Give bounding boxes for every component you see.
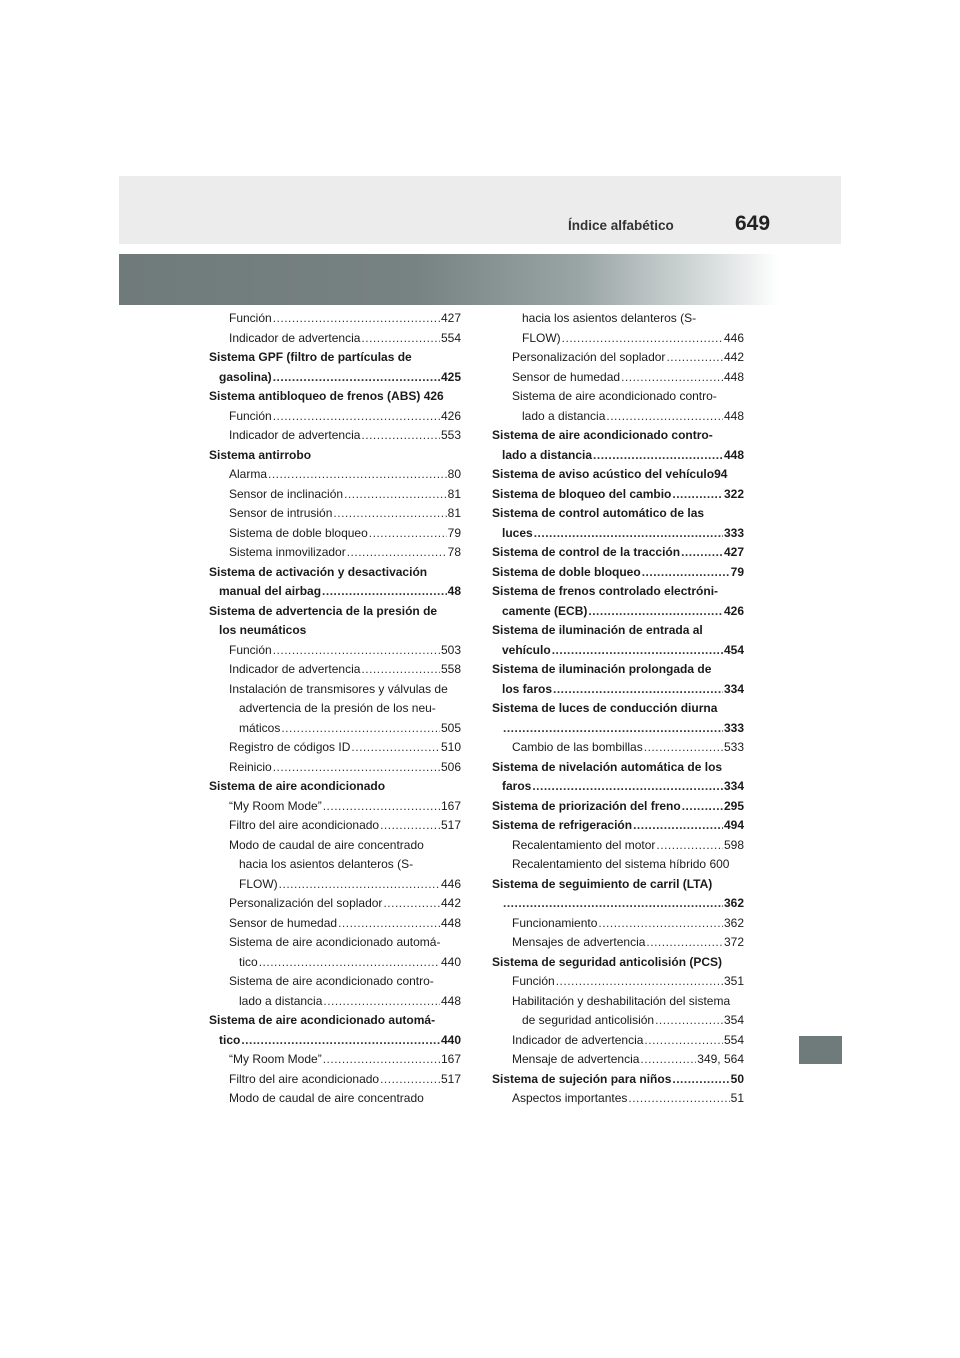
index-entry [492, 524, 744, 544]
entry-page: 510 [440, 740, 461, 754]
index-entry [492, 777, 744, 797]
dot-leader [268, 465, 447, 485]
entry-page: 167 [440, 798, 461, 813]
entry-page: 81 [447, 506, 461, 520]
dot-leader [338, 914, 440, 934]
dot-leader [646, 933, 723, 953]
index-column-right [492, 309, 744, 1109]
entry-page: 448 [723, 447, 744, 462]
index-entry [492, 641, 744, 661]
entry-page: 505 [440, 720, 461, 735]
entry-page: 517 [440, 1071, 461, 1086]
dot-leader [344, 485, 447, 505]
dot-leader [682, 797, 723, 817]
index-entry [492, 738, 744, 758]
index-entry: Modo de caudal de aire concentrado [229, 837, 424, 852]
entry-page: 506 [440, 759, 461, 774]
dot-leader [322, 582, 447, 602]
entry-page: 362 [723, 896, 744, 910]
index-entry: Modo de caudal de aire concentrado [229, 1091, 424, 1105]
entry-page: 454 [723, 642, 744, 657]
entry-term: Aspectos importantes [512, 1091, 628, 1105]
entry-page: 81 [447, 486, 461, 501]
index-entry: advertencia de la presión de los neu- [239, 701, 436, 715]
index-entry [209, 660, 461, 680]
index-entry [209, 309, 461, 329]
dot-leader [553, 680, 723, 700]
entry-term: faros [502, 779, 532, 793]
index-entry [209, 914, 461, 934]
index-entry [209, 875, 461, 895]
index-entry: Sistema de aire acondicionado [209, 779, 386, 793]
entry-term: Función [512, 974, 555, 988]
entry-term: Sensor de humedad [229, 915, 338, 930]
entry-page: 448 [440, 993, 461, 1008]
entry-term: Registro de códigos ID [229, 740, 351, 754]
dot-leader [361, 426, 440, 446]
entry-term: manual del airbag [219, 584, 322, 598]
entry-term: Sensor de intrusión [229, 506, 333, 520]
index-entry: Sistema antirrobo [209, 447, 312, 462]
index-entry [492, 894, 744, 914]
entry-term: Sistema de sujeción para niños [492, 1071, 672, 1086]
index-entry: Instalación de transmisores y válvulas de [229, 681, 448, 696]
entry-term: “My Room Mode” [229, 798, 322, 813]
dot-leader [380, 816, 440, 836]
entry-term: máticos [239, 720, 281, 735]
entry-term: Sistema de bloqueo del cambio [492, 486, 672, 501]
dot-leader [361, 329, 440, 349]
index-entry [492, 914, 744, 934]
entry-page: 446 [723, 330, 744, 345]
dot-leader [681, 543, 723, 563]
entry-term: Función [229, 311, 272, 325]
dot-leader [347, 543, 447, 563]
entry-page: 50 [730, 1071, 744, 1086]
index-entry [492, 563, 744, 583]
index-entry: Sistema de seguimiento de carril (LTA) [492, 876, 713, 891]
index-entry: Sistema de luces de conducción diurna [492, 701, 718, 715]
entry-page: 333 [723, 720, 744, 735]
entry-term: FLOW) [239, 876, 278, 891]
entry-page: 349, 564 [697, 1052, 744, 1066]
header-band [119, 176, 841, 244]
entry-term: Funcionamiento [512, 915, 598, 930]
dot-leader [655, 1011, 723, 1031]
index-entry: Sistema de aire acondicionado automá- [229, 935, 441, 949]
dot-leader [656, 836, 723, 856]
entry-page: 334 [723, 681, 744, 696]
entry-term: Sistema de priorización del freno [492, 798, 681, 813]
header-gradient-bar [119, 254, 779, 305]
entry-term: Función [229, 408, 272, 423]
dot-leader [273, 368, 440, 388]
dot-leader [351, 738, 440, 758]
dot-leader [666, 348, 723, 368]
dot-leader [672, 1070, 729, 1090]
side-tab-marker [799, 1036, 842, 1064]
entry-page: 334 [723, 779, 744, 793]
entry-page: 427 [440, 311, 461, 325]
entry-term: tico [219, 1032, 241, 1047]
entry-term: Sensor de humedad [512, 369, 621, 384]
index-entry [209, 524, 461, 544]
index-entry: Sistema de control automático de las [492, 506, 705, 520]
entry-page: 517 [440, 818, 461, 832]
index-entry [209, 1050, 461, 1070]
entry-page: 48 [447, 584, 461, 598]
entry-page: 554 [440, 330, 461, 345]
entry-page: 553 [440, 428, 461, 442]
entry-page: 425 [440, 369, 461, 384]
entry-term: Filtro del aire acondicionado [229, 818, 380, 832]
entry-term: Mensajes de advertencia [512, 935, 646, 949]
entry-page: 558 [440, 662, 461, 676]
entry-term: Alarma [229, 467, 268, 481]
dot-leader [644, 738, 723, 758]
entry-term: Sistema de doble bloqueo [229, 525, 368, 540]
dot-leader [380, 1070, 440, 1090]
entry-page: 372 [723, 935, 744, 949]
dot-leader [598, 914, 723, 934]
entry-page: 167 [440, 1052, 461, 1066]
entry-term: Indicador de advertencia [229, 428, 361, 442]
entry-page: 51 [730, 1091, 744, 1105]
entry-term: Recalentamiento del motor [512, 837, 656, 852]
index-column-left [209, 309, 461, 1109]
entry-term: Mensaje de advertencia [512, 1052, 640, 1066]
index-entry: hacia los asientos delanteros (S- [239, 857, 414, 871]
index-entry [492, 485, 744, 505]
index-entry [209, 368, 461, 388]
dot-leader [273, 758, 440, 778]
entry-page: 448 [723, 408, 744, 423]
index-entry [492, 602, 744, 622]
index-entry [209, 485, 461, 505]
dot-leader [588, 602, 723, 622]
entry-page: 533 [723, 740, 744, 754]
entry-page: 503 [440, 642, 461, 657]
index-entry [209, 719, 461, 739]
dot-leader [333, 504, 446, 524]
index-entry: Sistema de aire acondicionado automá- [209, 1013, 436, 1027]
entry-page: 494 [723, 818, 744, 832]
index-entry: hacia los asientos delanteros (S- [522, 311, 697, 325]
entry-page: 79 [447, 525, 461, 540]
dot-leader [640, 1050, 696, 1070]
entry-page: 322 [723, 486, 744, 501]
entry-term: Sensor de inclinación [229, 486, 344, 501]
index-entry [492, 816, 744, 836]
entry-page: 446 [440, 876, 461, 891]
index-entry [492, 1089, 744, 1109]
index-entry [209, 816, 461, 836]
entry-term: Sistema de refrigeración [492, 818, 633, 832]
index-entry: Recalentamiento del sistema híbrido 600 [512, 857, 730, 871]
entry-page: 333 [723, 525, 744, 540]
index-entry: Sistema de nivelación automática de los [492, 759, 723, 774]
entry-page: 426 [723, 603, 744, 618]
index-entry: Sistema de aire acondicionado contro- [492, 428, 713, 442]
index-entry [209, 1070, 461, 1090]
entry-page: 426 [440, 408, 461, 423]
index-entry [492, 719, 744, 739]
dot-leader [273, 309, 440, 329]
entry-page: 78 [447, 545, 461, 559]
entry-term: Cambio de las bombillas [512, 740, 643, 754]
index-entry: Sistema de aire acondicionado contro- [229, 974, 434, 988]
dot-leader [532, 777, 723, 797]
index-entry [209, 582, 461, 602]
entry-page: 295 [723, 798, 744, 813]
dot-leader [273, 641, 440, 661]
dot-leader [323, 1050, 440, 1070]
dot-leader [672, 485, 723, 505]
entry-term: Personalización del soplador [512, 350, 666, 364]
entry-page: 80 [447, 467, 461, 481]
entry-term: lado a distancia [239, 993, 323, 1008]
index-entry [492, 543, 744, 563]
index-entry [209, 953, 461, 973]
dot-leader [644, 1031, 723, 1051]
entry-term: lado a distancia [502, 447, 593, 462]
dot-leader [503, 719, 723, 739]
index-entry [492, 329, 744, 349]
index-entry [492, 836, 744, 856]
entry-page: 362 [723, 915, 744, 930]
dot-leader [606, 407, 723, 427]
index-entry [492, 407, 744, 427]
index-entry: Sistema GPF (filtro de partículas de [209, 350, 412, 364]
index-entry [492, 1011, 744, 1031]
entry-page: 448 [440, 915, 461, 930]
index-entry [492, 446, 744, 466]
dot-leader [323, 797, 440, 817]
index-entry [209, 738, 461, 758]
entry-page: 442 [723, 350, 744, 364]
entry-term: Filtro del aire acondicionado [229, 1071, 380, 1086]
index-entry [492, 1031, 744, 1051]
entry-term: Sistema inmovilizador [229, 545, 346, 559]
dot-leader [259, 953, 440, 973]
entry-term: vehículo [502, 642, 551, 657]
index-entry: Sistema de frenos controlado electróni- [492, 584, 719, 598]
dot-leader [241, 1031, 440, 1051]
entry-term: FLOW) [522, 330, 561, 345]
dot-leader [503, 894, 723, 914]
entry-term: “My Room Mode” [229, 1052, 322, 1066]
index-entry [492, 368, 744, 388]
dot-leader [273, 407, 440, 427]
dot-leader [361, 660, 440, 680]
index-entry: Sistema de aviso acústico del vehículo94 [492, 467, 728, 481]
index-entry [209, 992, 461, 1012]
dot-leader [562, 329, 723, 349]
entry-term: gasolina) [219, 369, 272, 384]
entry-page: 427 [723, 545, 744, 559]
index-entry [492, 933, 744, 953]
section-title: Índice alfabético [568, 218, 674, 233]
index-entry [492, 1050, 744, 1070]
entry-page: 79 [730, 564, 744, 579]
dot-leader [369, 524, 447, 544]
entry-term: Indicador de advertencia [512, 1032, 644, 1047]
index-entry: Habilitación y deshabilitación del sistema [512, 993, 731, 1008]
entry-page: 440 [440, 954, 461, 969]
entry-term: Reinicio [229, 759, 272, 774]
index-entry [209, 1031, 461, 1051]
index-entry [209, 504, 461, 524]
entry-page: 448 [723, 369, 744, 384]
entry-term: Indicador de advertencia [229, 330, 361, 345]
dot-leader [556, 972, 723, 992]
dot-leader [593, 446, 723, 466]
entry-term: de seguridad anticolisión [522, 1013, 655, 1027]
dot-leader [628, 1089, 729, 1109]
entry-term: lado a distancia [522, 408, 606, 423]
index-entry [209, 426, 461, 446]
index-entry: Sistema de iluminación de entrada al [492, 623, 703, 637]
index-entry [209, 797, 461, 817]
index-entry [492, 1070, 744, 1090]
index-entry: Sistema de aire acondicionado contro- [512, 389, 717, 403]
dot-leader [383, 894, 440, 914]
dot-leader [642, 563, 730, 583]
entry-term: Sistema de control de la tracción [492, 545, 681, 559]
index-entry [492, 680, 744, 700]
entry-term: Indicador de advertencia [229, 662, 361, 676]
index-entry [492, 797, 744, 817]
index-entry [209, 758, 461, 778]
entry-page: 442 [440, 896, 461, 910]
index-entry: Sistema de activación y desactivación [209, 564, 428, 579]
dot-leader [621, 368, 723, 388]
index-entry: Sistema de iluminación prolongada de [492, 662, 712, 676]
index-entry [209, 329, 461, 349]
entry-term: camente (ECB) [502, 603, 588, 618]
entry-page: 354 [723, 1013, 744, 1027]
index-entry [209, 894, 461, 914]
dot-leader [633, 816, 723, 836]
entry-page: 351 [723, 974, 744, 988]
index-entry [209, 465, 461, 485]
entry-term: tico [239, 954, 258, 969]
page-number: 649 [735, 212, 771, 235]
dot-leader [552, 641, 723, 661]
index-entry [209, 407, 461, 427]
entry-page: 598 [723, 837, 744, 852]
entry-term: Función [229, 642, 272, 657]
entry-term: los faros [502, 681, 553, 696]
entry-page: 440 [440, 1032, 461, 1047]
index-entry: los neumáticos [219, 623, 307, 637]
entry-term: Sistema de doble bloqueo [492, 564, 641, 579]
index-entry [209, 641, 461, 661]
index-entry: Sistema de seguridad anticolisión (PCS) [492, 954, 723, 969]
entry-page: 554 [723, 1032, 744, 1047]
dot-leader [281, 719, 440, 739]
index-entry [209, 543, 461, 563]
dot-leader [279, 875, 440, 895]
index-entry: Sistema de advertencia de la presión de [209, 603, 438, 618]
entry-term: Personalización del soplador [229, 896, 383, 910]
index-entry: Sistema antibloqueo de frenos (ABS) 426 [209, 389, 444, 403]
entry-term: luces [502, 525, 533, 540]
dot-leader [323, 992, 440, 1012]
index-entry [492, 972, 744, 992]
dot-leader [534, 524, 723, 544]
index-entry [492, 348, 744, 368]
